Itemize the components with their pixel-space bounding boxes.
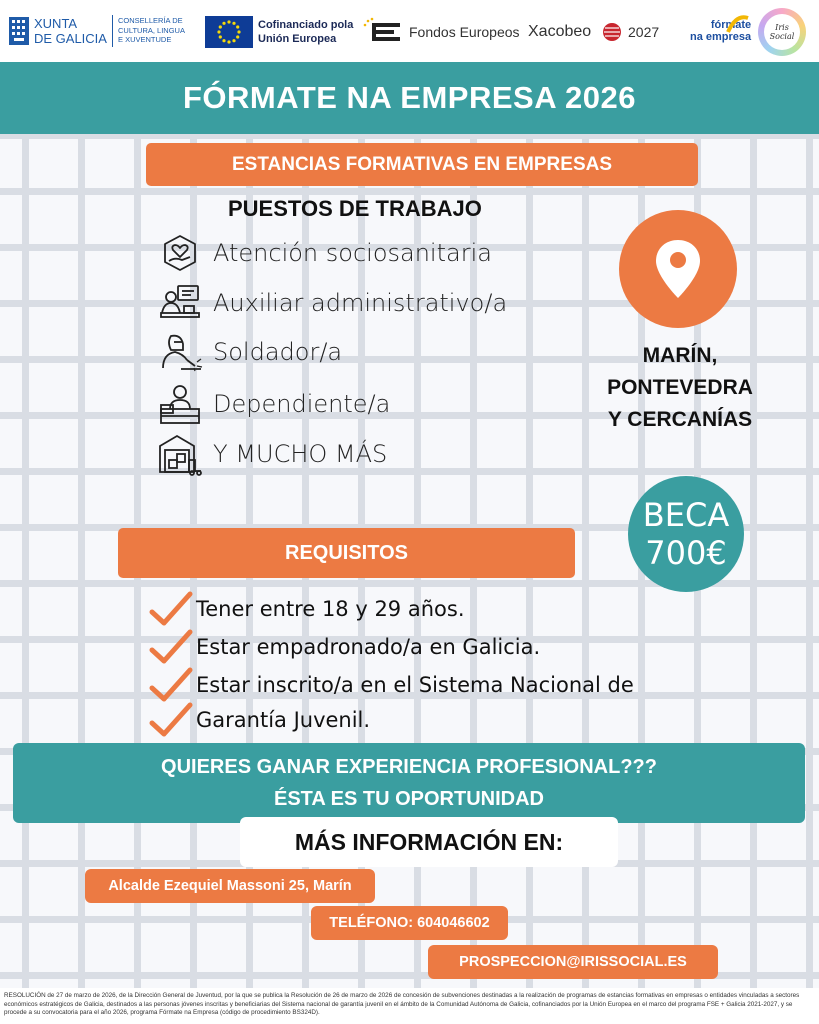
job-item [155,428,555,480]
conselleria-line1: CONSELLERÍA DE [118,16,183,25]
more-info-heading: MÁS INFORMACIÓN EN: [240,817,618,867]
xunta-line1: XUNTA [34,16,78,31]
fondos-europeos-text: Fondos Europeos [409,24,520,40]
estancias-banner: ESTANCIAS FORMATIVAS EN EMPRESAS [146,143,698,186]
requirement-item [148,666,708,704]
xacobeo-text: Xacobeo [528,23,592,40]
welder-icon [155,328,205,376]
iris-line2: Social [769,32,795,41]
location-line3: Y CERCANÍAS [607,408,753,431]
formate-line1: fórmate [710,19,752,31]
requirement-item [148,590,708,628]
job-label: Atención sociosanitaria [213,239,492,267]
cta-line2: ÉSTA ES TU OPORTUNIDAD [273,788,544,810]
checkmark-icon [148,701,194,739]
job-item [155,326,555,378]
page-title: FÓRMATE NA EMPRESA 2026 [0,62,819,134]
checkmark-icon [148,666,194,704]
ue-line1: Cofinanciado pola [258,19,354,31]
location-line2: PONTEVEDRA [607,376,753,399]
iris-social-logo [758,8,806,56]
location-line1: MARÍN, [642,344,718,367]
formate-arrow-icon [724,12,752,36]
conselleria-text [118,16,185,45]
cta-banner [13,743,805,823]
requirement-text: Tener entre 18 y 29 años. [196,597,465,621]
job-label: Y MUCHO MÁS [213,440,388,468]
requirement-text: Garantía Juvenil. [196,708,371,732]
shop-assistant-icon [155,380,205,428]
email-pill[interactable]: PROSPECCION@IRISSOCIAL.ES [428,945,718,979]
location-badge [619,210,737,328]
warehouse-icon [155,430,205,478]
requirement-item [148,701,708,739]
xacobeo-year: 2027 [628,24,660,40]
xunta-logo-text [34,16,107,46]
iris-line1: Iris [775,23,789,32]
logo-divider [112,15,113,47]
requirements-heading: REQUISITOS [118,528,575,578]
beca-amount: 700€ [645,534,727,572]
job-label: Dependiente/a [213,390,391,418]
conselleria-line2: CULTURA, LINGUA [118,25,185,35]
formate-line2: na empresa [690,31,752,43]
checkmark-icon [148,628,194,666]
ue-line2: Unión Europea [258,33,337,45]
location-text [580,340,780,436]
job-label: Auxiliar administrativo/a [213,289,508,317]
fondos-europeos-icon [362,17,404,47]
address-pill: Alcalde Ezequiel Massoni 25, Marín [85,869,375,903]
legal-footer: RESOLUCIÓN de 27 de marzo de 2026, de la Dirección General de Juventud, por la que se publica la Resolución de 26 de marzo de 2026 de concesión de subvenciones destinadas a la realización de programas de estancias formativas en empresas o entidades vinculadas a sectores económicos estratégicos de Galicia, destinados a las personas jóvenes inscritas y beneficiarias del Sistema nacional de garantía juvenil en el ámbito de la Comunidad Autónoma de Galicia, cofinanciados por la Unión Europea en el marco del programa FSE + Galicia 2021-2027, y se procede a su convocatoria para el año 2026, programa Fórmate na Empresa (código de procedimiento BS324D). [0,988,819,1024]
phone-pill[interactable]: TELÉFONO: 604046602 [311,906,508,940]
xunta-logo-icon [8,16,30,46]
logo-bar [0,0,819,62]
office-worker-icon [155,279,205,327]
requirement-item [148,628,708,666]
cta-line1: QUIERES GANAR EXPERIENCIA PROFESIONAL??? [161,756,657,778]
job-item [155,378,555,430]
job-label: Soldador/a [213,338,343,366]
care-hands-icon [155,229,205,277]
beca-badge [628,476,744,592]
ue-text [258,18,353,46]
requirement-text: Estar inscrito/a en el Sistema Nacional de [196,673,634,697]
beca-label: BECA [642,496,730,534]
job-item [155,277,555,329]
xunta-line2: DE GALICIA [34,31,107,46]
job-item [155,227,555,279]
checkmark-icon [148,590,194,628]
jobs-heading: PUESTOS DE TRABAJO [228,196,482,221]
map-pin-icon [653,238,703,300]
xacobeo-shell-icon [602,22,622,42]
requirement-text: Estar empadronado/a en Galicia. [196,635,541,659]
conselleria-line3: E XUVENTUDE [118,35,172,44]
eu-flag-icon [205,16,253,48]
